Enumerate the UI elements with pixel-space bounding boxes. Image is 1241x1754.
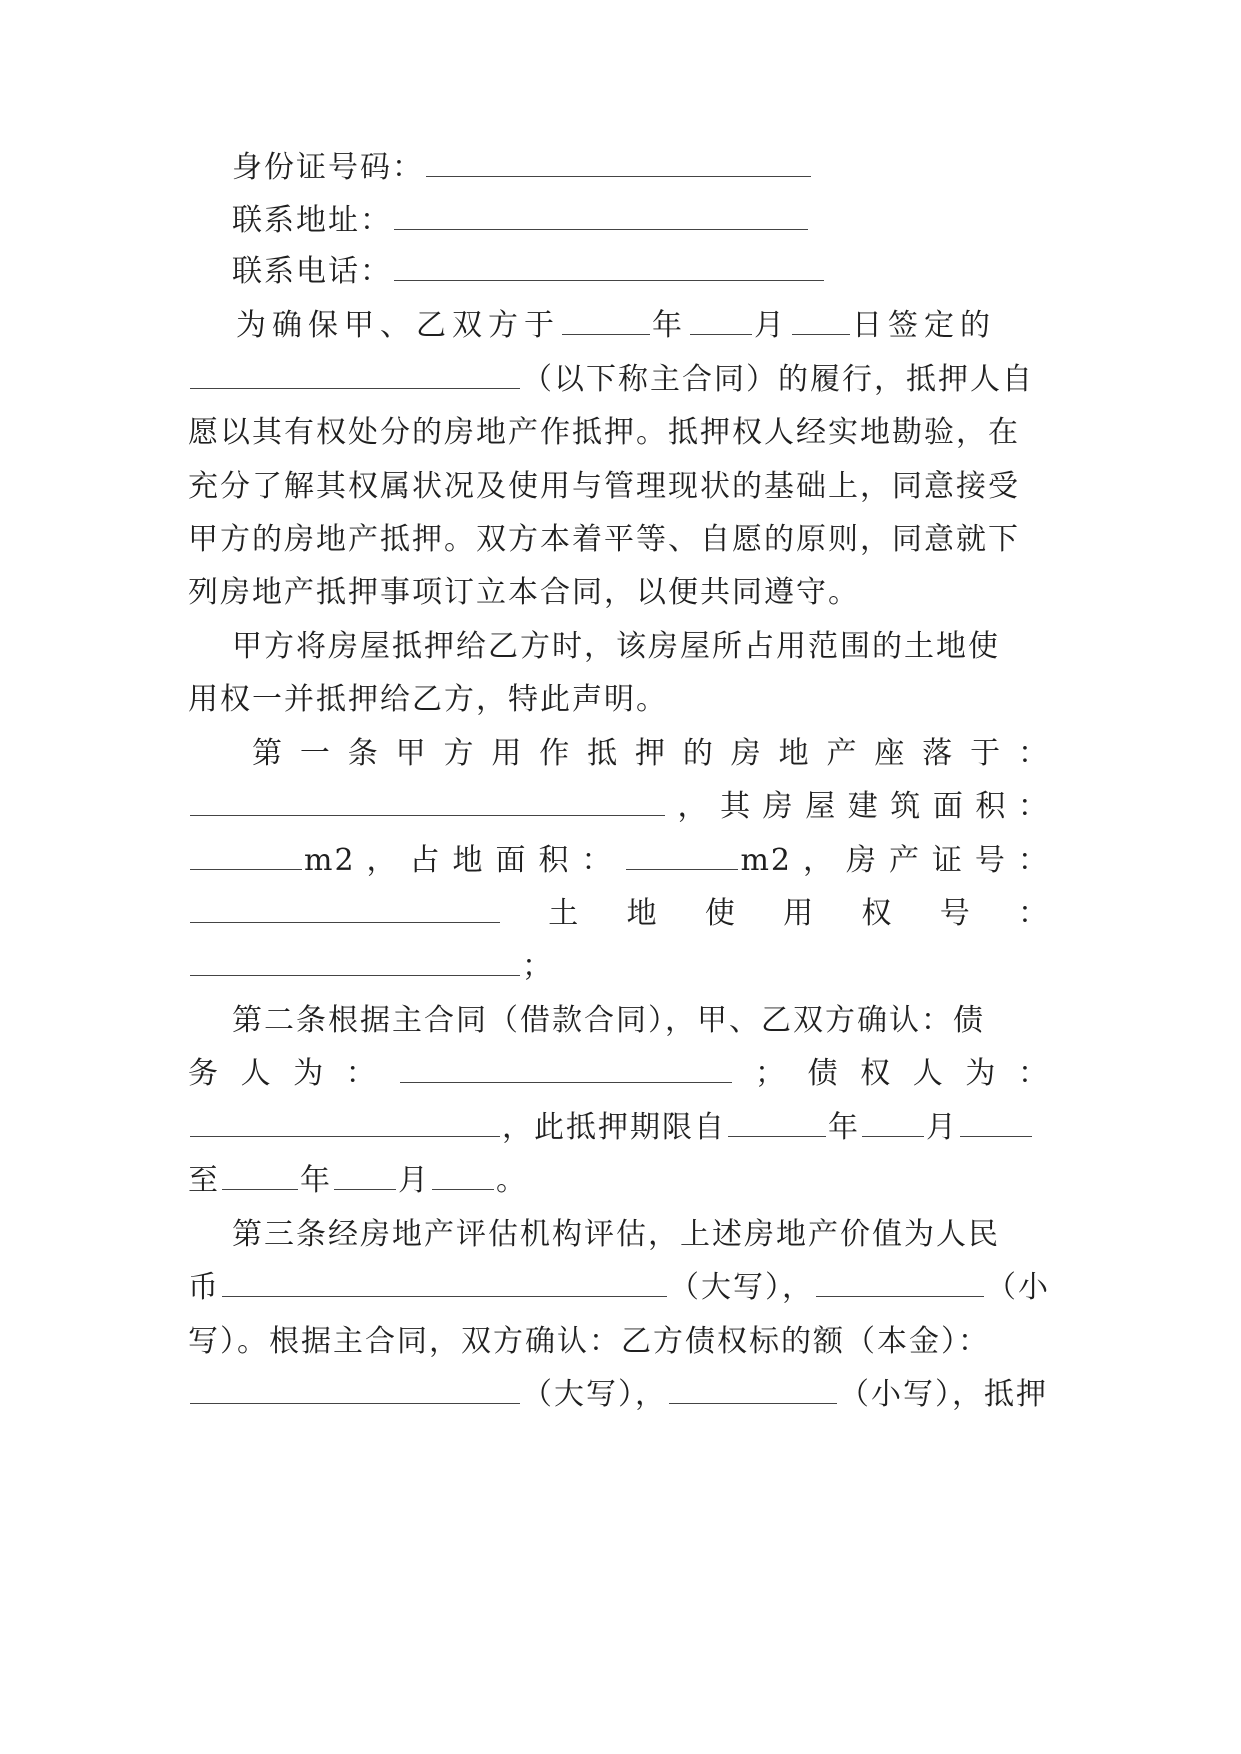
main-contract-blank[interactable] [190, 361, 520, 389]
char: ： [581, 843, 614, 878]
char: 权 [860, 1056, 893, 1091]
property-cert-blank[interactable] [190, 895, 500, 923]
text-segment: 年 [652, 308, 688, 343]
char: 第 [252, 736, 284, 771]
article-2-line-4 [188, 1161, 1050, 1201]
char: 土 [548, 896, 581, 931]
char: 人 [240, 1056, 273, 1091]
text-segment: （小 [986, 1270, 1050, 1305]
principal-lowercase-blank[interactable] [669, 1376, 837, 1404]
text-segment: 月 [926, 1110, 958, 1145]
text-segment: 日签定的 [852, 308, 996, 343]
paragraph-1-line-5: 甲方的房地产抵押。双方本着平等、自愿的原则，同意就下 [188, 522, 1020, 557]
paragraph-2-line-1: 甲方将房屋抵押给乙方时，该房屋所占用范围的土地使 [232, 629, 1000, 664]
term-start-month-blank[interactable] [862, 1109, 924, 1137]
char: 甲 [395, 736, 428, 771]
paragraph-1-line-4: 充分了解其权属状况及使用与管理现状的基础上，同意接受 [188, 469, 1020, 504]
text-segment: ，此抵押期限自 [502, 1110, 726, 1145]
text-segment: 至 [188, 1163, 220, 1198]
char: 抵 [587, 736, 620, 771]
text-segment: （大写）， [522, 1377, 667, 1412]
char: 屋 [805, 789, 838, 824]
char: 务 [188, 1056, 220, 1091]
char: ； [754, 1056, 787, 1091]
id-number-blank[interactable] [426, 149, 811, 177]
unit: m2 [304, 843, 356, 878]
id-number-line [232, 148, 1094, 188]
char: ， [677, 789, 710, 824]
char: 面 [495, 843, 528, 878]
text-segment: （小写），抵押 [839, 1377, 1048, 1412]
debtor-blank[interactable] [400, 1055, 732, 1083]
article-1-line-5 [188, 947, 1050, 987]
sign-day-blank[interactable] [792, 307, 850, 335]
term-start-day-blank[interactable] [960, 1109, 1032, 1137]
id-number-label: 身份证号码： [232, 150, 424, 185]
paragraph-1-line-6: 列房地产抵押事项订立本合同，以便共同遵守。 [188, 575, 860, 610]
char: 落 [922, 736, 955, 771]
char: 建 [847, 789, 880, 824]
char: 产 [826, 736, 859, 771]
article-3-line-2 [188, 1268, 1050, 1308]
char: 其 [720, 789, 753, 824]
article-3-line-3: 写）。根据主合同，双方确认：乙方债权标的额（本金）： [188, 1324, 990, 1359]
property-location-blank[interactable] [190, 788, 665, 816]
char: 方 [443, 736, 476, 771]
char: 座 [874, 736, 907, 771]
article-1-line-4 [188, 894, 1050, 934]
char: 条 [347, 736, 380, 771]
paragraph-2-line-2: 用权一并抵押给乙方，特此声明。 [188, 682, 668, 717]
unit: m2 [740, 843, 792, 878]
article-2-line-1: 第二条根据主合同（借款合同），甲、乙双方确认：债 [232, 1003, 985, 1038]
principal-uppercase-blank[interactable] [190, 1376, 520, 1404]
char: 地 [626, 896, 659, 931]
text-segment: 。 [496, 1163, 528, 1198]
text-segment: 币 [188, 1270, 220, 1305]
char: 产 [888, 843, 921, 878]
text-segment: 年 [300, 1163, 332, 1198]
char: ； [522, 949, 554, 984]
value-uppercase-blank[interactable] [222, 1269, 667, 1297]
term-end-month-blank[interactable] [334, 1162, 396, 1190]
term-end-day-blank[interactable] [432, 1162, 494, 1190]
char: 债 [807, 1056, 840, 1091]
text-segment: （以下称主合同）的履行，抵押人自 [522, 362, 1034, 397]
char: 使 [704, 896, 737, 931]
char: 作 [539, 736, 572, 771]
term-end-year-blank[interactable] [222, 1162, 298, 1190]
value-lowercase-blank[interactable] [816, 1269, 984, 1297]
char: ： [1017, 1056, 1050, 1091]
paragraph-1-line-3: 愿以其有权处分的房地产作抵押。抵押权人经实地勘验，在 [188, 415, 1020, 450]
char: 为 [965, 1056, 998, 1091]
char: 押 [635, 736, 667, 771]
char: 积 [538, 843, 571, 878]
char: ： [1018, 736, 1050, 771]
char: 地 [778, 736, 811, 771]
phone-label: 联系电话： [232, 254, 392, 289]
char: 为 [293, 1056, 326, 1091]
char: ： [345, 1056, 378, 1091]
paragraph-1-line-2 [188, 360, 1050, 400]
char: ： [1017, 843, 1050, 878]
char: 筑 [890, 789, 923, 824]
char: 房 [762, 789, 795, 824]
char: 用 [783, 896, 816, 931]
article-1-line-2 [188, 787, 1050, 827]
article-1-line-1 [252, 734, 1050, 774]
char: ， [366, 843, 399, 878]
address-label: 联系地址： [232, 203, 392, 238]
char: 占 [409, 843, 442, 878]
phone-blank[interactable] [394, 253, 824, 281]
article-2-line-2 [188, 1054, 1050, 1094]
char: 的 [682, 736, 715, 771]
phone-line [232, 252, 1094, 292]
char: ， [802, 843, 835, 878]
char: 用 [491, 736, 524, 771]
char: 证 [931, 843, 964, 878]
char: 面 [932, 789, 965, 824]
land-area-blank[interactable] [626, 842, 738, 870]
char: 积 [975, 789, 1008, 824]
creditor-blank[interactable] [190, 1109, 500, 1137]
text-segment: 年 [828, 1110, 860, 1145]
char: 于 [970, 736, 1003, 771]
land-use-right-blank[interactable] [190, 948, 520, 976]
term-start-year-blank[interactable] [728, 1109, 826, 1137]
text-segment: 为确保甲、乙双方于 [236, 308, 560, 343]
char: 权 [861, 896, 894, 931]
article-1-line-3 [188, 841, 1050, 881]
char: ： [1017, 789, 1050, 824]
char: 地 [452, 843, 485, 878]
text-segment: 月 [398, 1163, 430, 1198]
char: 房 [730, 736, 763, 771]
sign-year-blank[interactable] [562, 307, 650, 335]
char: 号 [939, 896, 972, 931]
char: ： [1017, 896, 1050, 931]
char: 人 [912, 1056, 945, 1091]
address-blank[interactable] [394, 202, 808, 230]
article-3-line-4 [188, 1375, 1050, 1415]
paragraph-1-line-1 [236, 306, 1050, 346]
article-3-line-1: 第三条经房地产评估机构评估，上述房地产价值为人民 [232, 1217, 1000, 1252]
address-line [232, 201, 1094, 241]
building-area-blank[interactable] [190, 842, 302, 870]
sign-month-blank[interactable] [690, 307, 752, 335]
article-2-line-3 [188, 1108, 1050, 1148]
text-segment: 月 [754, 308, 790, 343]
char: 一 [299, 736, 332, 771]
char: 房 [845, 843, 878, 878]
char: 号 [974, 843, 1007, 878]
text-segment: （大写）， [669, 1270, 814, 1305]
